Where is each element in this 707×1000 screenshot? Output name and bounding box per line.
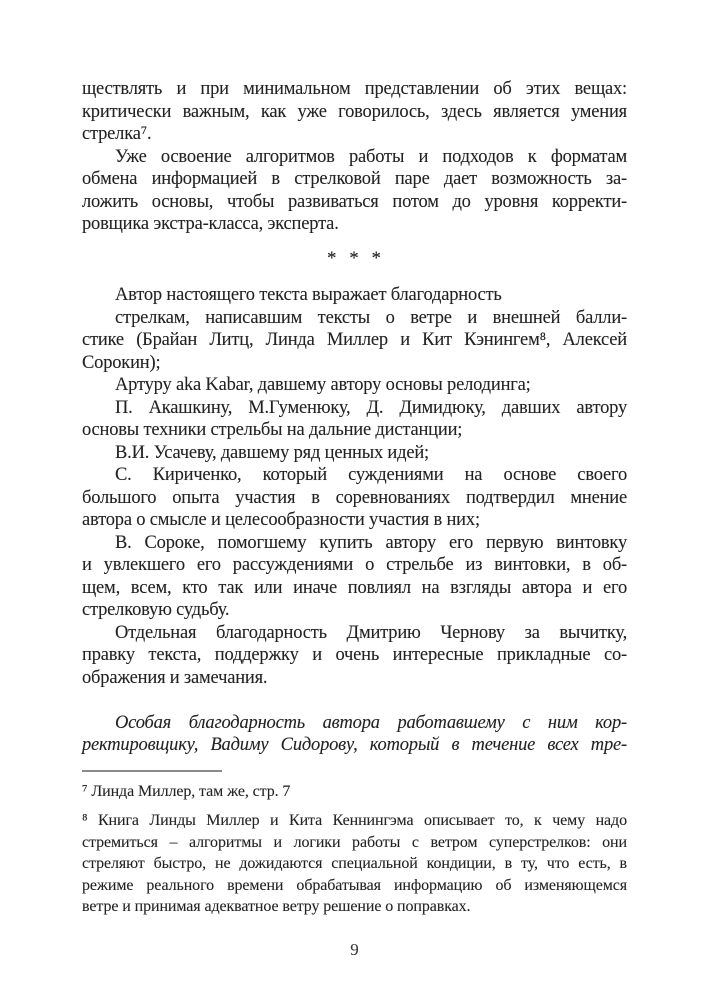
text-line: П. Акашкину, М.Гуменюку, Д. Димидюку, давших автору [115,397,627,418]
italic-note [82,712,627,757]
text-line: С. Кириченко, который суждениями на основе своего [115,465,627,485]
text-line: и увлекшего его рассуждениями о стрельбе из винтовки, в об- [82,555,627,575]
paragraph-thanks-writers [82,307,627,375]
text-block [82,78,627,961]
text-line: основы техники стрельбы на дальние дистанции; [82,420,463,440]
footnotes-section [82,781,627,918]
text-line: Отдельная благодарность Дмитрию Чернову за вычитку, [115,622,627,643]
paragraph-basics [82,146,627,236]
footnote-line: стреляют быстро, не дожидаются специальной кондиции, в ту, что есть, в [82,855,627,872]
footnote-7 [82,781,627,803]
text-line: В.И. Усачеву, давшему ряд ценных идей; [115,442,430,463]
text-line: ровщика экстра-класса, эксперта. [82,214,339,234]
footnote-line: режиме реального времени обрабатывая информацию об изменяющемся [82,876,627,894]
paragraph-thanks-kirichenko [82,464,627,532]
footnote-line: ветре и принимая адекватное ветру решение о поправках. [82,898,471,915]
footnote-divider [82,770,222,772]
text-line: Автор настоящего текста выражает благодарность [115,285,502,305]
text-line: обмена информацией в стрелковой паре дает возможность за- [82,169,627,189]
text-line: стрелкам, написавшим тексты о ветре и внешней балли- [115,307,627,328]
text-line: стрелка⁷. [82,124,152,144]
text-line: автора о смысле и целесообразности участия в них; [82,510,480,530]
text-line: правку текста, поддержку и очень интересные прикладные со- [82,645,627,665]
text-line: В. Сороке, помогшему купить автору его первую винтовку [115,532,627,553]
paragraph-thanks-usachev [82,442,627,465]
footnote-line: ⁷ Линда Миллер, там же, стр. 7 [82,782,291,800]
footnote-line: ⁸ Книга Линды Миллер и Кита Кеннингэма описывает то, к чему надо [82,812,627,829]
text-line: ложить основы, чтобы развиваться потом до уровня корректи- [82,191,627,212]
text-line: Уже освоение алгоритмов работы и подходов к форматам [115,146,627,167]
paragraph-continuation [82,78,627,146]
text-line: Артуру aka Kabar, давшему автору основы релодинга; [115,375,531,395]
text-line: Сорокин); [82,352,161,373]
text-line: Особая благодарность автора работавшему с ним кор- [115,712,627,733]
text-line: критически важным, как уже говорилось, здесь является умения [82,101,627,122]
footnote-line: стремиться – алгоритмы и логики работы с ветром суперстрелков: они [82,833,627,851]
section-separator: * * * [327,247,382,269]
paragraph-thanks-artur [82,374,627,397]
text-line: ректировщику, Вадиму Сидорову, который в течение всех тре- [82,735,627,755]
text-line: щем, всем, кто так или иначе повлиял на взгляды автора и его [82,577,627,598]
paragraph-thanks-chernov [82,622,627,690]
paragraph-thanks-soroka [82,532,627,622]
footnote-8 [82,810,627,918]
text-line: стике (Брайан Литц, Линда Миллер и Кит Кэнингем⁸, Алексей [82,330,627,350]
page-number: 9 [350,939,359,959]
text-line: стрелковую судьбу. [82,600,230,620]
text-line: ществлять и при минимальном представлении об этих вещах: [82,79,627,99]
paragraph-thanks-intro [82,284,627,307]
paragraph-thanks-technique [82,397,627,442]
text-line: ображения и замечания. [82,667,268,688]
text-line: большого опыта участия в соревнованиях подтвердил мнение [82,487,627,508]
